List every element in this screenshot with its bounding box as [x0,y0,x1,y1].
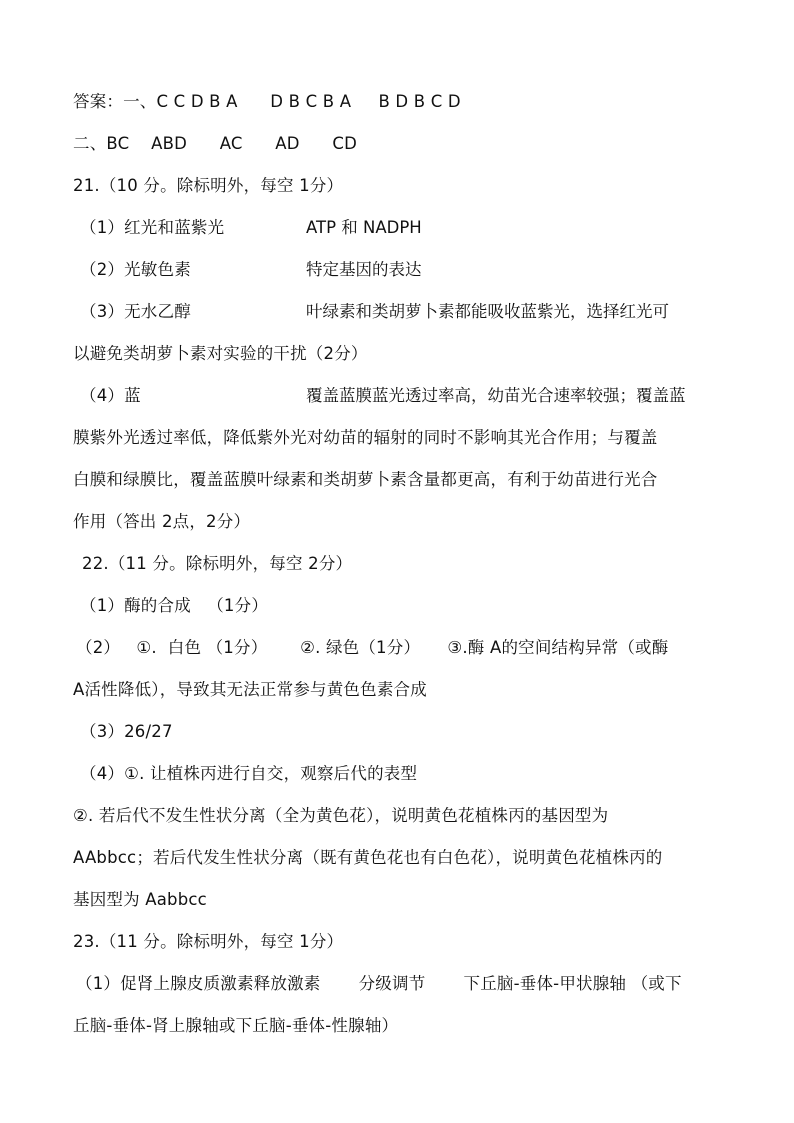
q21-3-answer-a: （3）无水乙醇 [80,302,191,321]
q21-4-answer-b: 覆盖蓝膜蓝光透过率高，幼苗光合速率较强；覆盖蓝 [306,386,686,405]
q22-4-answer-d: 基因型为 Aabbcc [73,890,207,909]
q22-4-answer-b: ②. 若后代不发生性状分离（全为黄色花），说明黄色花植株丙的基因型为 [73,806,609,825]
q21-heading: 21.（10 分。除标明外，每空 1分） [73,176,344,195]
q22-2-answer-b: A活性降低），导致其无法正常参与黄色色素合成 [73,680,427,699]
q21-1-answer-b: ATP 和 NADPH [306,218,422,237]
q21-2-answer-b: 特定基因的表达 [306,260,422,279]
multiple-choice-line: 二、BC ABD AC AD CD [73,134,357,153]
q21-1-answer-a: （1）红光和蓝紫光 [80,218,225,237]
q21-3-answer-b: 叶绿素和类胡萝卜素都能吸收蓝紫光，选择红光可 [306,302,669,321]
q22-4-answer-c: AAbbcc；若后代发生性状分离（既有黄色花也有白色花），说明黄色花植株丙的 [73,848,663,867]
q21-3-answer-c: 以避免类胡萝卜素对实验的干扰（2分） [73,344,368,363]
q22-1-answer: （1）酶的合成 （1分） [80,596,269,615]
q21-4-answer-a: （4）蓝 [80,386,141,405]
answer-header-line: 答案：一、C C D B A D B C B A B D B C D [73,92,461,111]
q22-heading: 22.（11 分。除标明外，每空 2分） [82,554,353,573]
q23-1-answer-b: 丘脑-垂体-肾上腺轴或下丘脑-垂体-性腺轴） [73,1016,399,1035]
q22-4-answer-a: （4）①. 让植株丙进行自交，观察后代的表型 [80,764,418,783]
q23-heading: 23.（11 分。除标明外，每空 1分） [73,932,344,951]
q21-4-answer-c: 膜紫外光透过率低，降低紫外光对幼苗的辐射的同时不影响其光合作用；与覆盖 [73,428,658,447]
q21-4-answer-e: 作用（答出 2点，2分） [73,512,251,531]
q21-2-answer-a: （2）光敏色素 [80,260,191,279]
q22-2-answer-a: （2） ①. 白色 （1分） ②. 绿色（1分） ③.酶 A的空间结构异常（或酶 [76,638,669,657]
q23-1-answer-a: （1）促肾上腺皮质激素释放激素 分级调节 下丘脑-垂体-甲状腺轴 （或下 [76,974,682,993]
q22-3-answer: （3）26/27 [80,722,173,741]
q21-4-answer-d: 白膜和绿膜比，覆盖蓝膜叶绿素和类胡萝卜素含量都更高，有利于幼苗进行光合 [73,470,658,489]
